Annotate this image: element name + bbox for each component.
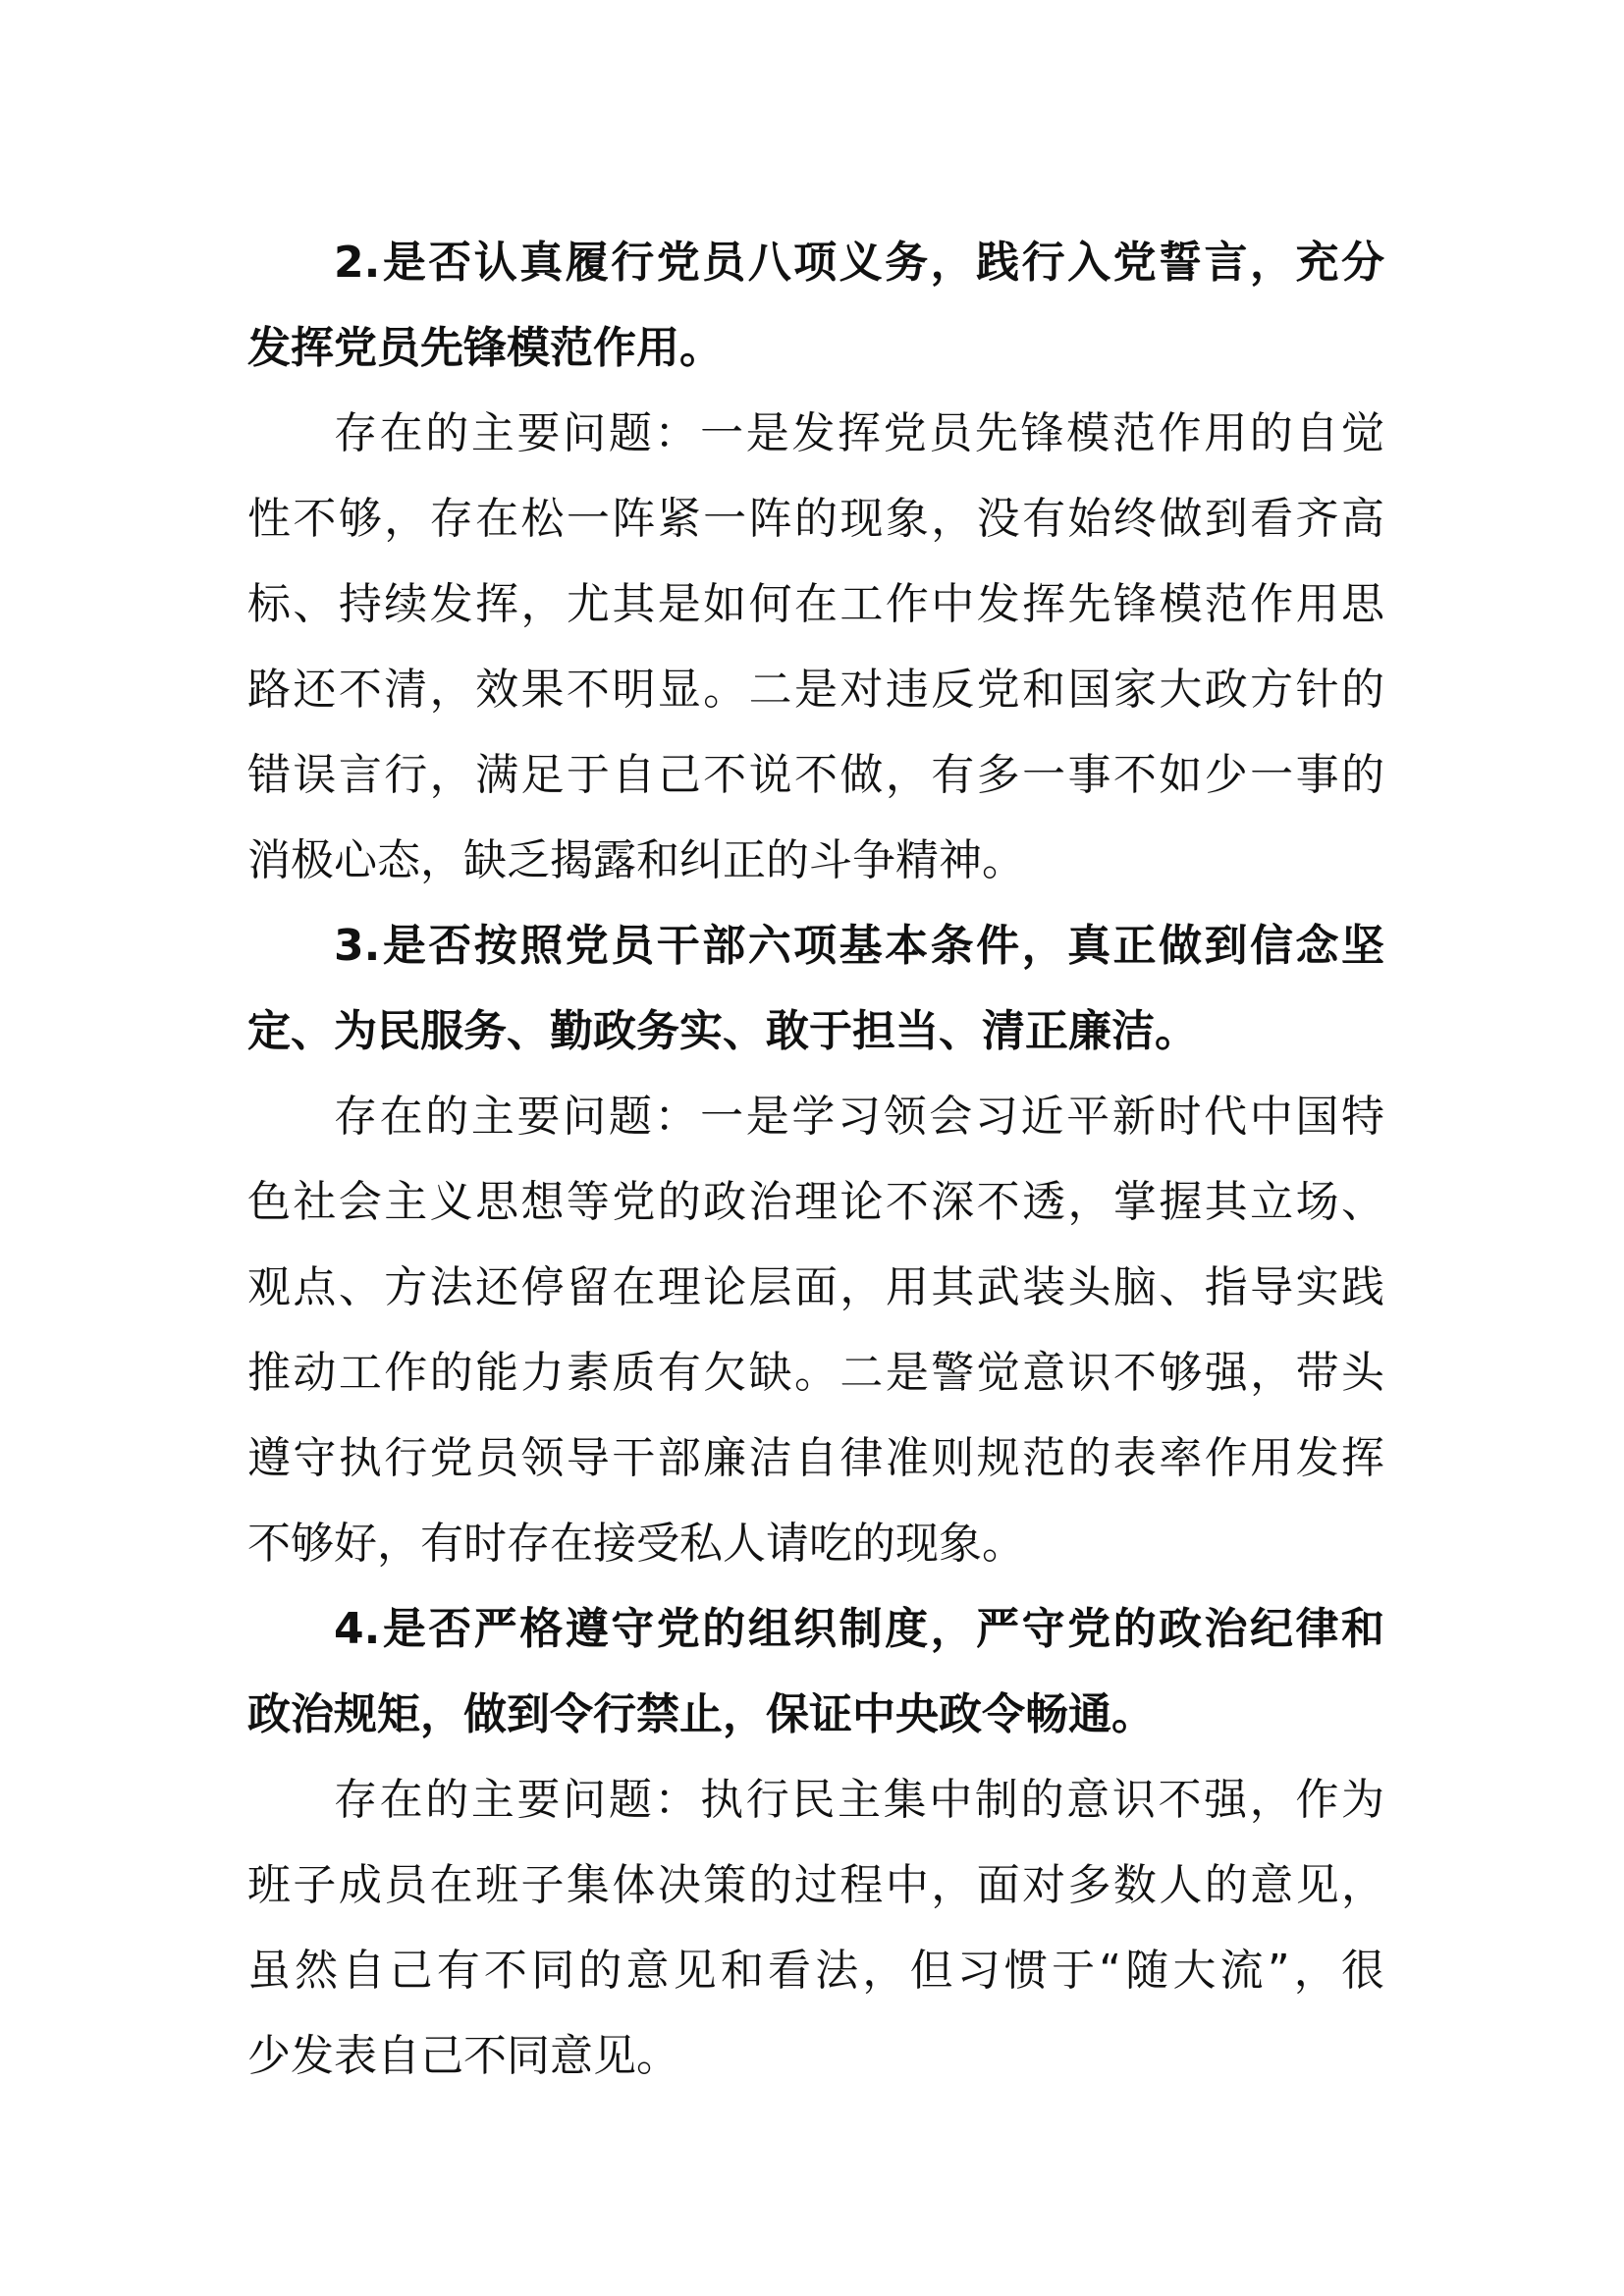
text-line: 性不够，存在松一阵紧一阵的现象，没有始终做到看齐高: [247, 494, 1384, 544]
text-line: 路还不清，效果不明显。二是对违反党和国家大政方针的: [247, 665, 1384, 715]
text-line: 发挥党员先锋模范作用。: [247, 323, 723, 373]
text-line: 遵守执行党员领导干部廉洁自律准则规范的表率作用发挥: [247, 1433, 1384, 1483]
text-line: 虽然自己有不同的意见和看法，但习惯于“随大流”，很: [247, 1946, 1384, 1996]
text-line: 政治规矩，做到令行禁止，保证中央政令畅通。: [247, 1689, 1155, 1739]
text-line: 少发表自己不同意见。: [247, 2031, 679, 2081]
text-line: 班子成员在班子集体决策的过程中，面对多数人的意见，: [247, 1860, 1384, 1910]
text-line: 4.是否严格遵守党的组织制度，严守党的政治纪律和: [334, 1604, 1384, 1654]
text-line: 3.是否按照党员干部六项基本条件，真正做到信念坚: [334, 921, 1384, 971]
text-line: 存在的主要问题：一是发挥党员先锋模范作用的自觉: [334, 408, 1384, 458]
text-line: 错误言行，满足于自己不说不做，有多一事不如少一事的: [247, 750, 1384, 800]
section-heading: [247, 220, 1384, 391]
text-line: 不够好，有时存在接受私人请吃的现象。: [247, 1519, 1025, 1569]
document-body: [247, 220, 1384, 2099]
body-paragraph: [247, 1757, 1384, 2099]
text-line: 定、为民服务、勤政务实、敢于担当、清正廉洁。: [247, 1006, 1198, 1056]
body-paragraph: [247, 391, 1384, 903]
text-line: 2.是否认真履行党员八项义务，践行入党誓言，充分: [334, 238, 1384, 288]
body-paragraph: [247, 1074, 1384, 1586]
text-line: 消极心态，缺乏揭露和纠正的斗争精神。: [247, 835, 1025, 885]
section-heading: [247, 903, 1384, 1074]
section-heading: [247, 1586, 1384, 1757]
text-line: 观点、方法还停留在理论层面，用其武装头脑、指导实践: [247, 1262, 1384, 1312]
text-line: 推动工作的能力素质有欠缺。二是警觉意识不够强，带头: [247, 1348, 1384, 1398]
text-line: 存在的主要问题：执行民主集中制的意识不强，作为: [334, 1775, 1384, 1825]
text-line: 标、持续发挥，尤其是如何在工作中发挥先锋模范作用思: [247, 579, 1384, 629]
text-line: 存在的主要问题：一是学习领会习近平新时代中国特: [334, 1092, 1384, 1142]
text-line: 色社会主义思想等党的政治理论不深不透，掌握其立场、: [247, 1177, 1384, 1227]
